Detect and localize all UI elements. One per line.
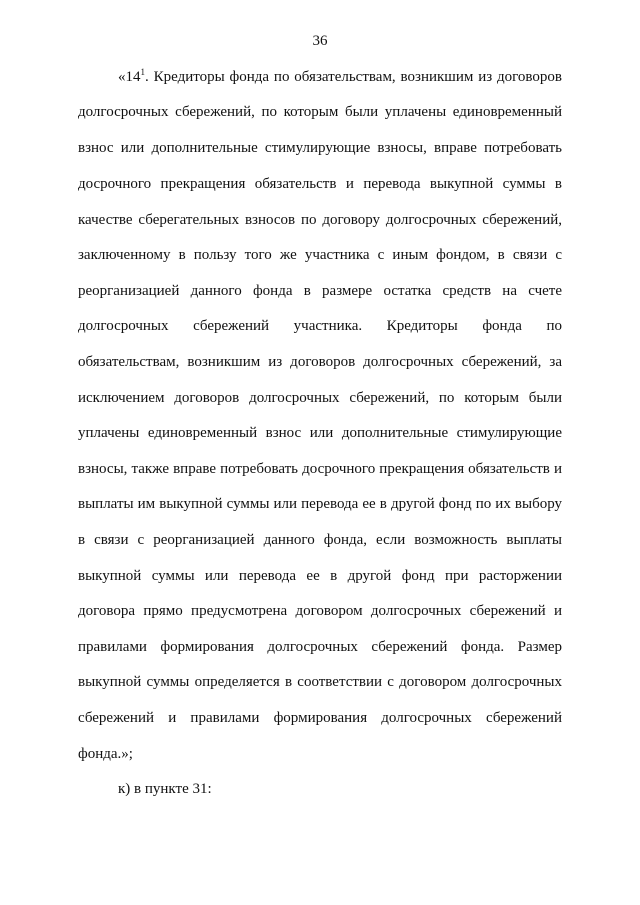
paragraph-line-15: выкупной суммы или перевода ее в другой фонд при расторжении — [78, 568, 562, 584]
paragraph-line-2: долгосрочных сбережений, по которым были уплачены единовременный — [78, 104, 562, 120]
paragraph-line-11: уплачены единовременный взнос или дополнительные стимулирующие — [78, 425, 562, 441]
paragraph-line-3: взнос или дополнительные стимулирующие взносы, вправе потребовать — [78, 140, 562, 156]
subitem-k-line: к) в пункте 31: — [118, 781, 212, 797]
paragraph-line-16: договора прямо предусмотрена договором долгосрочных сбережений и — [78, 603, 562, 619]
paragraph-line-9: обязательствам, возникшим из договоров долгосрочных сбережений, за — [78, 354, 562, 370]
paragraph-line-text: . Кредиторы фонда по обязательствам, возникшим из договоров — [145, 69, 562, 85]
paragraph-line-18: выкупной суммы определяется в соответствии с договором долгосрочных — [78, 674, 562, 690]
page-number: 36 — [312, 33, 328, 49]
paragraph-line-4: досрочного прекращения обязательств и перевода выкупной суммы в — [78, 176, 562, 192]
paragraph-line-5: качестве сберегательных взносов по договору долгосрочных сбережений, — [78, 212, 562, 228]
paragraph-line-1 — [118, 68, 562, 86]
paragraph-line-7: реорганизацией данного фонда в размере остатка средств на счете — [78, 283, 562, 299]
paragraph-line-14: в связи с реорганизацией данного фонда, если возможность выплаты — [78, 532, 562, 548]
paragraph-line-8: долгосрочных сбережений участника. Кредиторы фонда по — [78, 318, 562, 334]
paragraph-line-19: сбережений и правилами формирования долгосрочных сбережений — [78, 710, 562, 726]
paragraph-line-13: выплаты им выкупной суммы или перевода ее в другой фонд по их выбору — [78, 496, 562, 512]
item-number-superscript: 1 — [140, 67, 145, 77]
paragraph-line-10: исключением договоров долгосрочных сбережений, по которым были — [78, 390, 562, 406]
item-number: «14 — [118, 69, 141, 85]
paragraph-line-20: фонда.»; — [78, 746, 133, 762]
paragraph-line-12: взносы, также вправе потребовать досрочного прекращения обязательств и — [78, 461, 562, 477]
paragraph-line-6: заключенному в пользу того же участника с иным фондом, в связи с — [78, 247, 562, 263]
paragraph-line-17: правилами формирования долгосрочных сбережений фонда. Размер — [78, 639, 562, 655]
